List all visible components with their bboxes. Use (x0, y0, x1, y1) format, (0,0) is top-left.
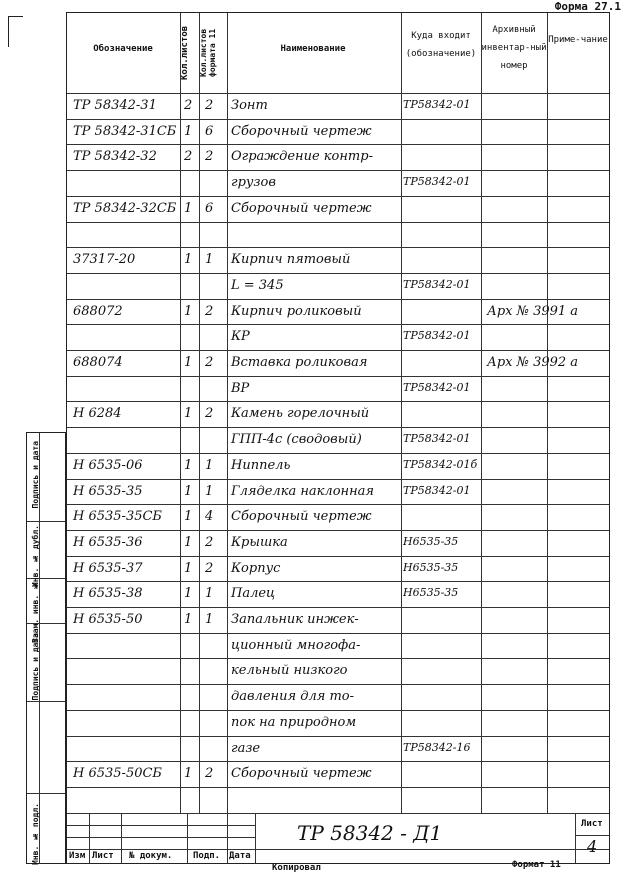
row-sheets-format: 1 (205, 612, 214, 627)
row-sheets-count: 2 (184, 98, 193, 113)
row-sheets-format: 2 (205, 766, 214, 782)
row-name: Запальник инжек- (231, 612, 359, 627)
row-sheets-count: 1 (184, 303, 193, 319)
row-name: ВР (231, 380, 250, 396)
tb-col-izm: Изм (69, 851, 86, 861)
row-sheets-count: 1 (184, 560, 193, 576)
row-sheets-format: 2 (205, 406, 214, 422)
row-name: Сборочный чертеж (231, 766, 372, 782)
header-archive: Архивный инвентар-ный номер (481, 25, 547, 71)
row-sheets-count: 1 (184, 586, 193, 602)
row-sheets-format: 2 (205, 303, 214, 319)
row-designation: Н 6535-37 (73, 560, 143, 576)
row-sheets-count: 1 (184, 483, 193, 499)
row-designation: Н 6284 (73, 406, 122, 422)
form-label: Форма 27.1 (554, 0, 621, 13)
row-designation: 37317-20 (73, 252, 136, 268)
side-label-dup-inv: Инв. № дубл. (31, 525, 40, 587)
format-label: Формат 11 (512, 860, 561, 870)
row-sheets-count: 1 (184, 766, 193, 782)
row-name: кельный низкого (231, 663, 348, 679)
row-archive: Арх № 3991 а (487, 303, 579, 319)
row-sheets-count: 1 (184, 457, 193, 473)
row-sheets-count: 1 (184, 123, 193, 139)
tb-col-date: Дата (229, 851, 251, 861)
row-designation: ТР 58342-31 (73, 98, 157, 113)
row-sheets-format: 2 (205, 98, 214, 113)
row-designation: Н 6535-38 (73, 586, 143, 602)
row-enters: ТР58342-01б (403, 457, 478, 471)
row-sheets-count: 1 (184, 252, 193, 268)
row-sheets-format: 1 (205, 483, 214, 499)
row-sheets-count: 1 (184, 612, 193, 627)
tb-col-doc: № докум. (129, 851, 173, 861)
tb-col-sign: Подп. (193, 851, 221, 861)
row-sheets-format: 1 (205, 252, 214, 268)
corner-mark (8, 16, 23, 47)
sheet-label: Лист (581, 819, 603, 829)
row-designation: 688072 (73, 303, 123, 319)
header-sheets-format: Кол.листов формата 11 (199, 28, 217, 78)
row-sheets-count: 1 (184, 509, 193, 525)
row-designation: Н 6535-06 (73, 457, 143, 473)
row-name: Кирпич роликовый (231, 303, 362, 319)
row-name: пок на природном (231, 714, 357, 730)
row-designation: ТР 58342-32СБ (73, 200, 177, 216)
row-name: Ниппель (231, 457, 291, 473)
row-name: Корпус (231, 560, 281, 576)
row-designation: Н 6535-35СБ (73, 509, 162, 525)
doc-number: ТР 58342 - Д1 (297, 821, 443, 845)
side-stamp (26, 432, 66, 864)
header-sheets-count: Кол.листов (180, 25, 190, 81)
row-sheets-count: 1 (184, 200, 193, 216)
row-archive: Арх № 3992 а (487, 355, 579, 370)
row-enters: ТР58342-01 (403, 98, 471, 111)
row-sheets-format: 1 (205, 586, 214, 602)
spec-sheet (66, 12, 610, 864)
sheet-number: 4 (587, 837, 598, 856)
row-designation: Н 6535-36 (73, 534, 143, 550)
row-name: Сборочный чертеж (231, 123, 372, 139)
row-designation: Н 6535-50СБ (73, 766, 162, 782)
row-enters: Н6535-35 (403, 534, 459, 548)
row-sheets-format: 6 (205, 200, 214, 216)
row-enters: Н6535-35 (403, 586, 459, 600)
row-name: давления для то- (231, 689, 355, 705)
row-designation: 688074 (73, 355, 123, 370)
row-sheets-format: 1 (205, 457, 214, 473)
row-sheets-format: 2 (205, 534, 214, 550)
side-label-replace-inv: Взам. инв. № (31, 581, 40, 643)
row-name: Вставка роликовая (231, 355, 368, 370)
row-name: Кирпич пятовый (231, 252, 351, 268)
row-sheets-format: 6 (205, 123, 214, 139)
row-enters: ТР58342-16 (403, 740, 471, 754)
header-designation: Обозначение (93, 44, 153, 54)
row-name: КР (231, 329, 250, 345)
header-name: Наименование (280, 44, 346, 54)
row-enters: ТР58342-01 (403, 380, 471, 394)
row-name: газе (231, 740, 261, 756)
row-name: Крышка (231, 534, 288, 550)
row-name: Гляделка наклонная (231, 483, 375, 499)
row-name: Камень горелочный (231, 406, 370, 422)
side-label-orig-inv: Инв. № подл. (31, 803, 40, 865)
row-enters: ТР58342-01 (403, 483, 471, 497)
row-enters: ТР58342-01 (403, 432, 471, 446)
side-label-sign-date-2: Подпись и дата (31, 633, 40, 701)
row-enters: ТР58342-01 (403, 277, 471, 291)
copied-label: Копировал (272, 863, 321, 873)
row-name: Сборочный чертеж (231, 509, 372, 525)
row-enters: ТР58342-01 (403, 175, 471, 189)
row-designation: Н 6535-35 (73, 483, 143, 499)
row-name: грузов (231, 175, 276, 191)
row-sheets-count: 2 (184, 149, 193, 165)
row-name: L = 345 (231, 277, 284, 293)
header-enters: Куда входит (обозначение) (405, 31, 477, 59)
row-designation: Н 6535-50 (73, 612, 143, 627)
row-sheets-count: 1 (184, 534, 193, 550)
row-name: ционный многофа- (231, 637, 361, 653)
row-sheets-format: 2 (205, 560, 214, 576)
tb-col-list: Лист (92, 851, 114, 861)
row-sheets-format: 2 (205, 355, 214, 370)
row-sheets-count: 1 (184, 406, 193, 422)
header-note: Приме-чание (548, 35, 608, 45)
row-sheets-count: 1 (184, 355, 193, 370)
row-enters: Н6535-35 (403, 560, 459, 574)
row-name: Сборочный чертеж (231, 200, 372, 216)
row-name: ГПП-4с (сводовый) (231, 432, 362, 448)
row-designation: ТР 58342-31СБ (73, 123, 177, 139)
row-name: Ограждение контр- (231, 149, 373, 165)
row-name: Палец (231, 586, 276, 602)
row-name: Зонт (231, 98, 268, 113)
row-sheets-format: 4 (205, 509, 214, 525)
row-sheets-format: 2 (205, 149, 214, 165)
row-designation: ТР 58342-32 (73, 149, 157, 165)
side-label-sign-date-1: Подпись и дата (31, 441, 40, 509)
row-enters: ТР58342-01 (403, 329, 471, 343)
